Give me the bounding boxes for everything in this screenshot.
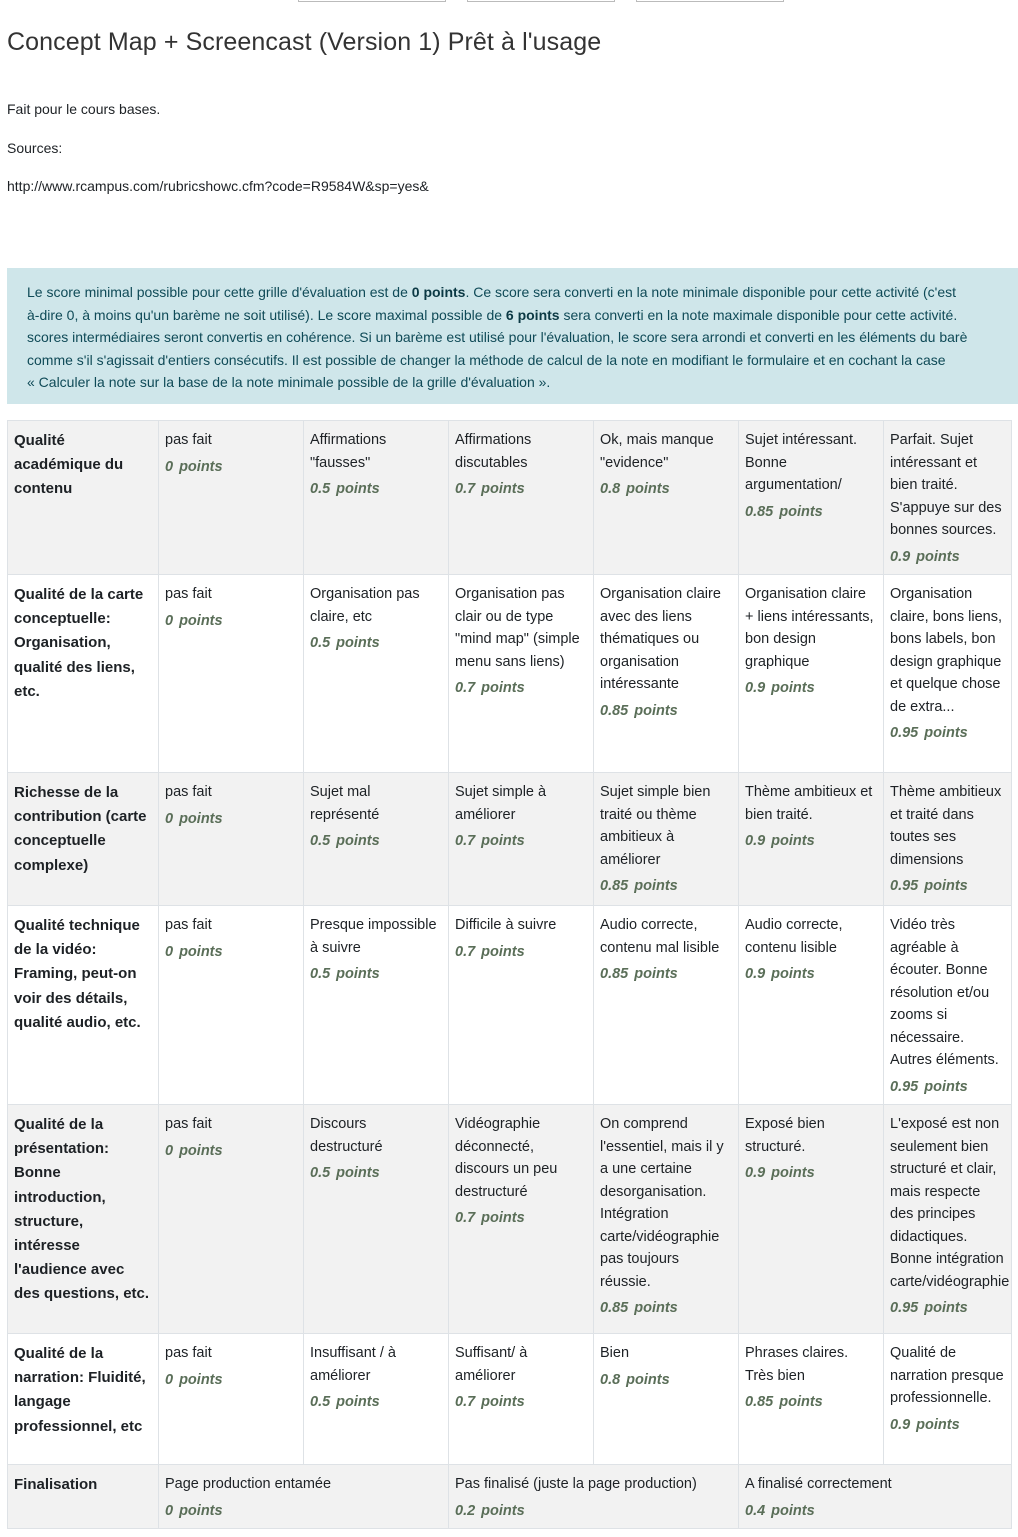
level-definition: pas fait xyxy=(165,1116,212,1132)
level-cell[interactable] xyxy=(449,906,594,1105)
level-cell[interactable] xyxy=(594,1334,739,1465)
min-points: 0 points xyxy=(411,284,466,300)
score-value: 0.5 xyxy=(310,1165,331,1181)
level-score xyxy=(745,1391,877,1414)
level-definition: pas fait xyxy=(165,586,212,602)
score-value: 0.7 xyxy=(455,481,476,497)
score-value: 0.85 xyxy=(600,702,629,719)
level-score xyxy=(455,1391,587,1414)
score-unit: points xyxy=(481,943,525,960)
level-definition: Vidéographie déconnecté, discours un peu destructuré xyxy=(455,1116,558,1200)
score-value: 0.5 xyxy=(310,481,331,497)
sources-link[interactable]: http://www.rcampus.com/rubricshowc.cfm?code=R9584W&sp=yes& xyxy=(7,178,429,194)
level-definition: Ok, mais manque "evidence" xyxy=(600,432,714,471)
level-definition: Sujet intéressant. Bonne argumentation/ xyxy=(745,432,858,493)
level-score xyxy=(455,941,587,964)
level-cell[interactable] xyxy=(884,1105,1012,1334)
level-score xyxy=(310,632,442,655)
top-tab-strip xyxy=(0,0,1018,4)
score-unit: points xyxy=(771,833,815,849)
score-value: 0 xyxy=(165,810,174,827)
criterion-description: Qualité de la présentation: Bonne introduction, structure, intéresse l'audience avec des questions, etc. xyxy=(8,1105,159,1334)
score-unit: points xyxy=(771,1165,815,1181)
score-value: 0.85 xyxy=(600,966,629,982)
level-cell[interactable] xyxy=(159,575,304,773)
score-unit: points xyxy=(924,1078,968,1095)
level-cell[interactable] xyxy=(159,1105,304,1334)
score-value: 0.95 xyxy=(890,1300,919,1316)
score-unit: points xyxy=(336,966,380,982)
level-definition: Parfait. Sujet intéressant et bien traité. S'appuye sur des bonnes sources. xyxy=(890,432,1002,538)
score-value: 0 xyxy=(165,612,174,629)
criterion-description: Richesse de la contribution (carte conceptuelle complexe) xyxy=(8,773,159,906)
top-tab-1[interactable] xyxy=(298,0,446,2)
score-value: 0.85 xyxy=(600,878,629,894)
level-definition: Audio correcte, contenu lisible xyxy=(745,917,843,956)
score-unit: points xyxy=(481,1394,525,1410)
level-cell[interactable] xyxy=(449,1465,739,1529)
level-cell[interactable] xyxy=(739,1105,884,1334)
criterion-row xyxy=(8,1334,1012,1465)
score-value: 0.2 xyxy=(455,1502,476,1519)
score-unit: points xyxy=(179,1502,223,1519)
criterion-description: Qualité de la narration: Fluidité, langage professionnel, etc xyxy=(8,1334,159,1465)
level-score xyxy=(455,478,587,501)
level-definition: Audio correcte, contenu mal lisible xyxy=(600,917,720,956)
score-unit: points xyxy=(924,725,968,741)
level-score xyxy=(165,941,297,964)
score-unit: points xyxy=(916,1416,960,1433)
level-definition: Difficile à suivre xyxy=(455,917,557,933)
description-line-1: Fait pour le cours bases. xyxy=(7,101,161,117)
level-cell[interactable] xyxy=(739,1465,1012,1529)
rubric-score-info-alert xyxy=(7,268,1018,404)
level-cell[interactable] xyxy=(884,421,1012,575)
level-score xyxy=(600,963,732,986)
level-score xyxy=(455,1500,732,1523)
score-value: 0.95 xyxy=(890,725,919,741)
criterion-description: Qualité de la carte conceptuelle: Organisation, qualité des liens, etc. xyxy=(8,575,159,773)
score-value: 0.8 xyxy=(600,1371,621,1388)
score-value: 0.7 xyxy=(455,1210,476,1226)
score-unit: points xyxy=(179,458,223,475)
score-value: 0.85 xyxy=(745,1394,774,1410)
description-line-2: Sources: xyxy=(7,140,63,156)
level-score xyxy=(165,456,297,479)
alert-line-1: Le score minimal possible pour cette grille d'évaluation est de 0 points. Ce score sera converti en la note minimale disponible pour cette activité (c'est xyxy=(27,284,957,300)
score-unit: points xyxy=(336,1165,380,1181)
level-score xyxy=(600,1369,732,1392)
level-definition: Phrases claires. Très bien xyxy=(745,1345,849,1384)
level-cell[interactable] xyxy=(304,1105,449,1334)
level-definition: Organisation pas claire, etc xyxy=(310,586,420,625)
level-score xyxy=(165,1500,442,1523)
score-value: 0 xyxy=(165,1502,174,1519)
level-cell[interactable] xyxy=(884,575,1012,773)
score-unit: points xyxy=(634,878,678,894)
criterion-row xyxy=(8,906,1012,1105)
level-definition: Presque impossible à suivre xyxy=(310,917,437,956)
level-cell[interactable] xyxy=(884,773,1012,906)
score-unit: points xyxy=(179,1142,223,1159)
score-unit: points xyxy=(771,680,815,696)
level-cell[interactable] xyxy=(159,1465,449,1529)
level-cell[interactable] xyxy=(304,421,449,575)
level-definition: pas fait xyxy=(165,784,212,800)
score-value: 0.7 xyxy=(455,680,476,696)
score-unit: points xyxy=(924,878,968,894)
level-definition: Thème ambitieux et traité dans toutes ses dimensions xyxy=(890,784,1002,868)
level-cell[interactable] xyxy=(159,906,304,1105)
alert-line-3: scores intermédiaires seront convertis en cohérence. Si un barème est utilisé pour l'évaluation, le score sera arrondi et converti en les éléments du barè xyxy=(27,329,968,345)
score-unit: points xyxy=(179,1371,223,1388)
score-unit: points xyxy=(924,1300,968,1316)
level-cell[interactable] xyxy=(449,421,594,575)
level-cell[interactable] xyxy=(594,773,739,906)
score-unit: points xyxy=(481,680,525,696)
level-definition: Suffisant/ à améliorer xyxy=(455,1345,528,1384)
score-unit: points xyxy=(626,1371,670,1388)
criterion-row xyxy=(8,575,1012,773)
level-definition: Bien xyxy=(600,1345,630,1361)
score-unit: points xyxy=(481,1210,525,1226)
level-cell[interactable] xyxy=(739,575,884,773)
score-unit: points xyxy=(336,635,380,651)
level-definition: L'exposé est non seulement bien structuré et clair, mais respecte des principes didactiques. Bonne intégration carte/vidéographie xyxy=(890,1116,1010,1290)
level-score xyxy=(310,1391,442,1414)
level-definition: A finalisé correctement xyxy=(745,1476,892,1492)
level-score xyxy=(745,830,877,853)
score-unit: points xyxy=(179,612,223,629)
score-value: 0.5 xyxy=(310,1394,331,1410)
criterion-row xyxy=(8,421,1012,575)
score-unit: points xyxy=(634,1300,678,1316)
score-value: 0.4 xyxy=(745,1502,766,1519)
score-unit: points xyxy=(481,1502,525,1519)
level-definition: Pas finalisé (juste la page production) xyxy=(455,1476,697,1492)
score-unit: points xyxy=(634,966,678,982)
level-score xyxy=(310,478,442,501)
level-score xyxy=(310,830,442,853)
score-value: 0.7 xyxy=(455,1394,476,1410)
score-value: 0 xyxy=(165,1371,174,1388)
level-cell[interactable] xyxy=(449,575,594,773)
level-cell[interactable] xyxy=(884,906,1012,1105)
criterion-description: Finalisation xyxy=(8,1465,159,1529)
level-definition: Thème ambitieux et bien traité. xyxy=(745,784,873,823)
level-cell[interactable] xyxy=(159,421,304,575)
level-score xyxy=(890,1414,1005,1437)
level-score xyxy=(165,610,297,633)
level-cell[interactable] xyxy=(739,1334,884,1465)
criterion-row xyxy=(8,1465,1012,1529)
level-score xyxy=(890,1297,1005,1320)
level-score xyxy=(455,1207,587,1230)
max-points: 6 points xyxy=(505,306,560,323)
level-score xyxy=(745,1500,1005,1523)
score-value: 0 xyxy=(165,943,174,960)
level-cell[interactable] xyxy=(304,773,449,906)
level-score xyxy=(745,1162,877,1185)
level-definition: Vidéo très agréable à écouter. Bonne résolution et/ou zooms si nécessaire. Autres éléments. xyxy=(890,917,999,1068)
score-value: 0.9 xyxy=(745,1165,766,1181)
level-cell[interactable] xyxy=(594,575,739,773)
score-unit: points xyxy=(779,503,823,520)
level-cell[interactable] xyxy=(449,773,594,906)
level-definition: Affirmations discutables xyxy=(455,432,532,471)
level-cell[interactable] xyxy=(304,1334,449,1465)
level-cell[interactable] xyxy=(159,773,304,906)
score-unit: points xyxy=(336,481,380,497)
criterion-row xyxy=(8,773,1012,906)
level-definition: Affirmations "fausses" xyxy=(310,432,387,471)
level-cell[interactable] xyxy=(304,906,449,1105)
level-definition: pas fait xyxy=(165,432,212,448)
score-value: 0.9 xyxy=(745,680,766,696)
level-definition: Organisation claire avec des liens thématiques ou organisation intéressante xyxy=(600,586,721,692)
alert-line-2: à-dire 0, à moins qu'un barème ne soit utilisé). Le score maximal possible de 6 points sera converti en la note maximale disponible pour cette activité. xyxy=(27,306,958,323)
score-value: 0.85 xyxy=(745,503,774,520)
level-score xyxy=(455,830,587,853)
level-score xyxy=(310,963,442,986)
criterion-description: Qualité technique de la vidéo: Framing, peut-on voir des détails, qualité audio, etc. xyxy=(8,906,159,1105)
score-unit: points xyxy=(336,1394,380,1410)
level-score xyxy=(600,1297,732,1320)
criterion-row xyxy=(8,1105,1012,1334)
score-value: 0 xyxy=(165,458,174,475)
level-cell[interactable] xyxy=(304,575,449,773)
level-cell[interactable] xyxy=(739,421,884,575)
level-score xyxy=(745,501,877,524)
score-value: 0.95 xyxy=(890,878,919,894)
score-unit: points xyxy=(771,1502,815,1519)
score-unit: points xyxy=(634,702,678,719)
level-score xyxy=(600,478,732,501)
score-unit: points xyxy=(179,943,223,960)
top-tab-3[interactable] xyxy=(636,0,784,2)
level-cell[interactable] xyxy=(449,1334,594,1465)
level-definition: Sujet simple bien traité ou thème ambitieux à améliorer xyxy=(600,784,711,868)
level-definition: pas fait xyxy=(165,917,212,933)
score-value: 0.9 xyxy=(890,548,911,565)
score-unit: points xyxy=(179,810,223,827)
level-definition: Discours destructuré xyxy=(310,1116,383,1155)
level-cell[interactable] xyxy=(594,1105,739,1334)
level-score xyxy=(890,722,1005,745)
score-value: 0.7 xyxy=(455,943,476,960)
level-definition: On comprend l'essentiel, mais il y a une certaine desorganisation. Intégration carte/vidéographie pas toujours réussie. xyxy=(600,1116,724,1290)
level-cell[interactable] xyxy=(739,906,884,1105)
score-value: 0.9 xyxy=(745,833,766,849)
level-definition: Insuffisant / à améliorer xyxy=(310,1345,396,1384)
score-unit: points xyxy=(481,833,525,849)
level-score xyxy=(455,677,587,700)
level-definition: Exposé bien structuré. xyxy=(745,1116,825,1155)
rubric-table xyxy=(7,420,1012,1529)
score-unit: points xyxy=(916,548,960,565)
level-cell[interactable] xyxy=(739,773,884,906)
level-cell[interactable] xyxy=(594,906,739,1105)
level-score xyxy=(890,546,1005,569)
level-definition: Organisation claire, bons liens, bons labels, bon design graphique et quelque chose de extra... xyxy=(890,586,1003,715)
level-score xyxy=(890,875,1005,898)
score-value: 0.5 xyxy=(310,635,331,651)
alert-line-4: comme s'il s'agissait d'entiers consécutifs. Il est possible de changer la méthode de calcul de la note en modifiant le formulaire et en cochant la case xyxy=(27,351,946,368)
level-score xyxy=(165,808,297,831)
score-value: 0.95 xyxy=(890,1078,919,1095)
criterion-description: Qualité académique du contenu xyxy=(8,421,159,575)
level-score xyxy=(310,1162,442,1185)
top-tab-2[interactable] xyxy=(467,0,615,2)
level-definition: Qualité de narration presque professionnelle. xyxy=(890,1345,1004,1406)
level-score xyxy=(890,1076,1005,1099)
score-value: 0.7 xyxy=(455,833,476,849)
score-value: 0.8 xyxy=(600,481,621,497)
level-definition: Organisation claire + liens intéressants, bon design graphique xyxy=(745,586,874,670)
score-value: 0.9 xyxy=(890,1416,911,1433)
level-score xyxy=(600,700,732,723)
score-value: 0.9 xyxy=(745,966,766,982)
level-score xyxy=(600,875,732,898)
level-definition: Sujet mal représenté xyxy=(310,784,380,823)
level-score xyxy=(165,1140,297,1163)
score-unit: points xyxy=(771,966,815,982)
level-definition: Organisation pas clair ou de type "mind map" (simple menu sans liens) xyxy=(455,586,580,670)
score-unit: points xyxy=(779,1394,823,1410)
score-unit: points xyxy=(336,833,380,849)
level-cell[interactable] xyxy=(449,1105,594,1334)
score-unit: points xyxy=(481,481,525,497)
score-value: 0.5 xyxy=(310,966,331,982)
score-value: 0.85 xyxy=(600,1300,629,1316)
alert-line-5: « Calculer la note sur la base de la note minimale possible de la grille d'évaluation ». xyxy=(27,374,551,390)
level-score xyxy=(165,1369,297,1392)
level-score xyxy=(745,963,877,986)
level-cell[interactable] xyxy=(159,1334,304,1465)
score-value: 0.5 xyxy=(310,833,331,849)
level-score xyxy=(745,677,877,700)
level-cell[interactable] xyxy=(594,421,739,575)
score-unit: points xyxy=(626,481,670,497)
level-definition: Page production entamée xyxy=(165,1476,332,1492)
page-title: Concept Map + Screencast (Version 1) Prêt à l'usage xyxy=(7,28,602,56)
level-cell[interactable] xyxy=(884,1334,1012,1465)
level-definition: pas fait xyxy=(165,1345,212,1361)
level-definition: Sujet simple à améliorer xyxy=(455,784,547,823)
score-value: 0 xyxy=(165,1142,174,1159)
